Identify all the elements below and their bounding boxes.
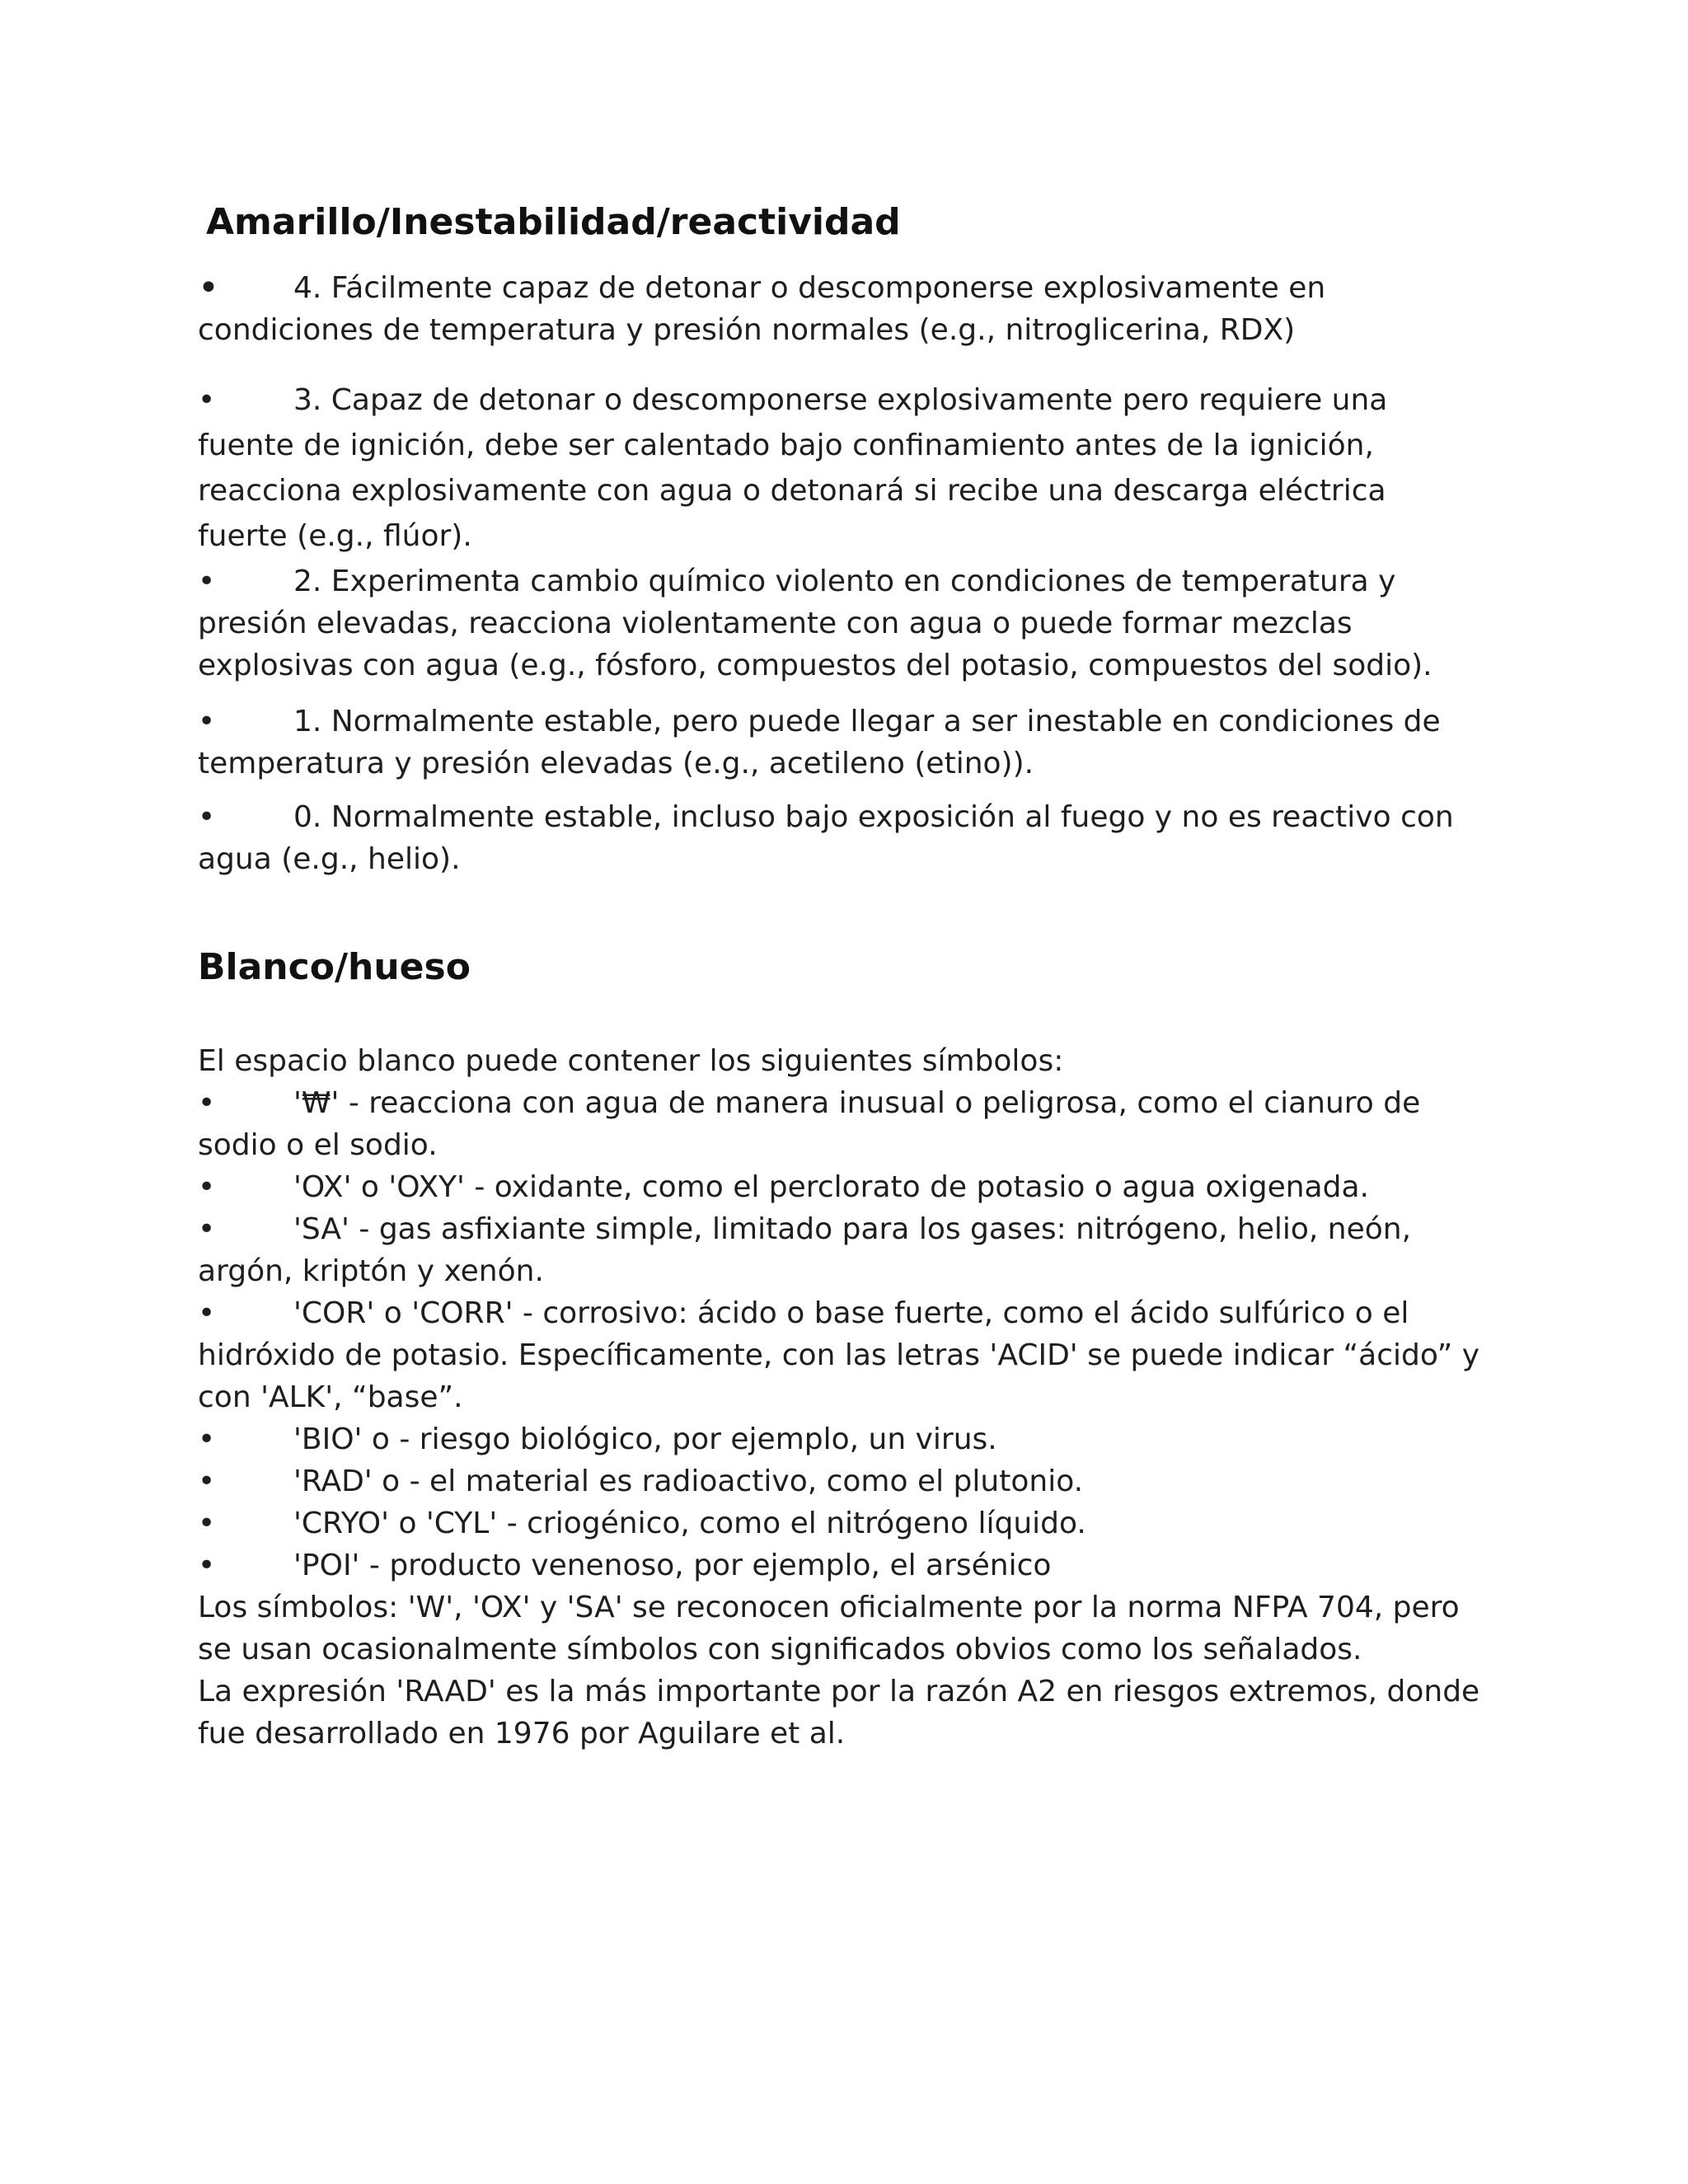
list-item (198, 1166, 1484, 1208)
section-heading-blanco: Blanco/hueso (198, 946, 471, 988)
bullet-icon: • (198, 1549, 216, 1582)
list-item-text: 'SA' - gas asfixiante simple, limitado para los gases: nitrógeno, helio, neón, argón, kriptón y xenón. (198, 1212, 1412, 1288)
list-item (198, 1502, 1484, 1544)
bullet-icon: • (198, 1170, 216, 1204)
closing-paragraph: La expresión 'RAAD' es la más importante por la razón A2 en riesgos extremos, donde fue desarrollado en 1976 por Aguilare et al. (198, 1675, 1480, 1750)
section2-body (198, 1040, 1484, 1755)
list-item-text: 'COR' o 'CORR' - corrosivo: ácido o base fuerte, como el ácido sulfúrico o el hidróxido de potasio. Específicamente, con las letras 'ACID' se puede indicar “ácido” y con 'ALK', “base”. (198, 1296, 1480, 1414)
bullet-icon: • (198, 565, 216, 598)
closing-paragraph: Los símbolos: 'W', 'OX' y 'SA' se reconocen oficialmente por la norma NFPA 704, pero se usan ocasionalmente símbolos con significados obvios como los señalados. (198, 1591, 1460, 1666)
list-item (198, 267, 1484, 351)
list-item-text: 'POI' - producto venenoso, por ejemplo, el arsénico (293, 1549, 1052, 1582)
list-item-text: 0. Normalmente estable, incluso bajo exposición al fuego y no es reactivo con agua (e.g., helio). (198, 800, 1454, 876)
list-item (198, 377, 1484, 559)
list-item-text: 2. Experimenta cambio químico violento en condiciones de temperatura y presión elevadas, reacciona violentamente con agua o puede formar mezclas explosivas con agua (e.g., fósforo, compuestos del potasio, compuestos del sodio). (198, 565, 1432, 682)
list-item-text: '₩' - reacciona con agua de manera inusual o peligrosa, como el cianuro de sodio o el sodio. (198, 1086, 1421, 1162)
section-heading-amarillo: Amarillo/Inestabilidad/reactividad (206, 201, 901, 243)
list-item-text: 'OX' o 'OXY' - oxidante, como el perclorato de potasio o agua oxigenada. (293, 1170, 1369, 1204)
intro-text: El espacio blanco puede contener los siguientes símbolos: (198, 1044, 1064, 1078)
list-item-text: 'RAD' o - el material es radioactivo, como el plutonio. (293, 1465, 1084, 1498)
bullet-icon: • (198, 705, 216, 738)
list-item (198, 1292, 1484, 1418)
bullet-icon: • (198, 1507, 216, 1540)
bullet-icon: • (198, 1465, 216, 1498)
bullet-icon: • (198, 1296, 216, 1330)
bullet-icon: • (198, 800, 216, 834)
list-item (198, 560, 1484, 687)
list-item (198, 701, 1484, 785)
list-item (198, 1208, 1484, 1292)
list-item-text: 'CRYO' o 'CYL' - criogénico, como el nitrógeno líquido. (293, 1507, 1086, 1540)
list-item-text: 3. Capaz de detonar o descomponerse explosivamente pero requiere una fuente de ignición, debe ser calentado bajo confinamiento antes de la ignición, reacciona explosivamente con agua o detonará si recibe una descarga eléctrica fuerte (e.g., flúor). (198, 383, 1388, 553)
list-item (198, 1460, 1484, 1502)
bullet-icon: • (198, 1086, 216, 1120)
list-item (198, 1544, 1484, 1586)
list-item-text: 4. Fácilmente capaz de detonar o descomponerse explosivamente en condiciones de temperatura y presión normales (e.g., nitroglicerina, RDX) (198, 271, 1326, 347)
list-item-text: 'BIO' o - riesgo biológico, por ejemplo, un virus. (293, 1422, 997, 1456)
bullet-icon: • (198, 267, 219, 309)
list-item-text: 1. Normalmente estable, pero puede llegar a ser inestable en condiciones de temperatura y presión elevadas (e.g., acetileno (etino)). (198, 705, 1441, 780)
list-item (198, 1418, 1484, 1460)
list-item (198, 796, 1484, 880)
bullet-icon: • (198, 1212, 216, 1246)
bullet-icon: • (198, 1422, 216, 1456)
list-item (198, 1082, 1484, 1166)
bullet-icon: • (198, 383, 216, 417)
